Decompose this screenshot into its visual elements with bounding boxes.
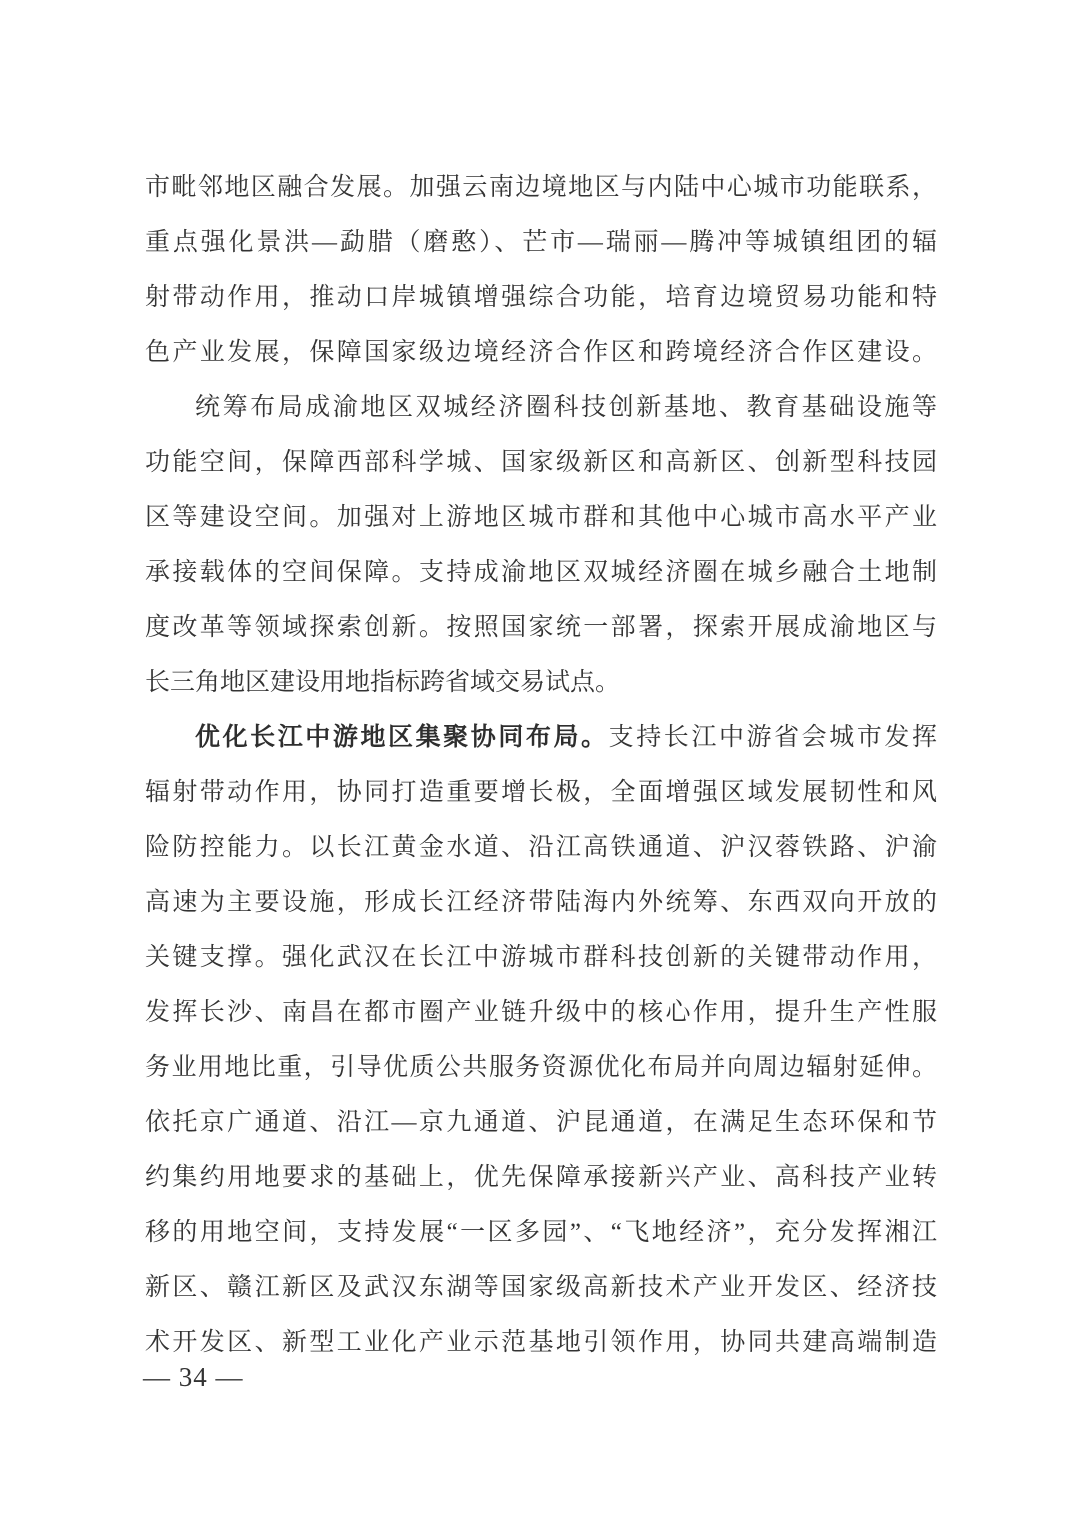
text-line: 依托京广通道、沿江—京九通道、沪昆通道，在满足生态环保和节 [145,1109,937,1136]
page-number: — 34 — [143,1362,244,1392]
text-line: 重点强化景洪—勐腊（磨憨）、芒市—瑞丽—腾冲等城镇组团的辐 [145,229,937,256]
text-line: 险防控能力。以长江黄金水道、沿江高铁通道、沪汉蓉铁路、沪渝 [145,834,937,861]
text-line: 色产业发展，保障国家级边境经济合作区和跨境经济合作区建设。 [145,339,937,366]
text-line: 发挥长沙、南昌在都市圈产业链升级中的核心作用，提升生产性服 [145,999,937,1026]
text-line: 术开发区、新型工业化产业示范基地引领作用，协同共建高端制造 [145,1329,937,1356]
paragraph-lead-rest: 支持长江中游省会城市发挥 [608,724,937,751]
text-line: 长三角地区建设用地指标跨省域交易试点。 [145,669,621,696]
text-line: 市毗邻地区融合发展。加强云南边境地区与内陆中心城市功能联系， [145,174,937,201]
text-line: 统筹布局成渝地区双城经济圈科技创新基地、教育基础设施等 [195,394,937,421]
text-line: 区等建设空间。加强对上游地区城市群和其他中心城市高水平产业 [145,504,937,531]
paragraph-chengyu [145,380,937,710]
text-line: 务业用地比重，引导优质公共服务资源优化布局并向周边辐射延伸。 [145,1054,937,1081]
paragraph-lead-heading: 优化长江中游地区集聚协同布局。 [195,724,609,751]
text-line: 新区、赣江新区及武汉东湖等国家级高新技术产业开发区、经济技 [145,1274,937,1301]
document-body [145,160,937,1370]
text-line: 移的用地空间，支持发展“一区多园”、“飞地经济”，充分发挥湘江 [145,1219,937,1246]
text-line: 度改革等领域探索创新。按照国家统一部署，探索开展成渝地区与 [145,614,937,641]
text-line: 射带动作用，推动口岸城镇增强综合功能，培育边境贸易功能和特 [145,284,937,311]
text-line: 功能空间，保障西部科学城、国家级新区和高新区、创新型科技园 [145,449,937,476]
paragraph-border-cities [145,160,937,380]
text-line: 承接载体的空间保障。支持成渝地区双城经济圈在城乡融合土地制 [145,559,937,586]
paragraph-yangtze-middle [145,710,937,1370]
text-line: 高速为主要设施，形成长江经济带陆海内外统筹、东西双向开放的 [145,889,937,916]
text-line: 辐射带动作用，协同打造重要增长极，全面增强区域发展韧性和风 [145,779,937,806]
text-line: 约集约用地要求的基础上，优先保障承接新兴产业、高科技产业转 [145,1164,937,1191]
text-line: 关键支撑。强化武汉在长江中游城市群科技创新的关键带动作用， [145,944,937,971]
text-line [145,710,937,765]
